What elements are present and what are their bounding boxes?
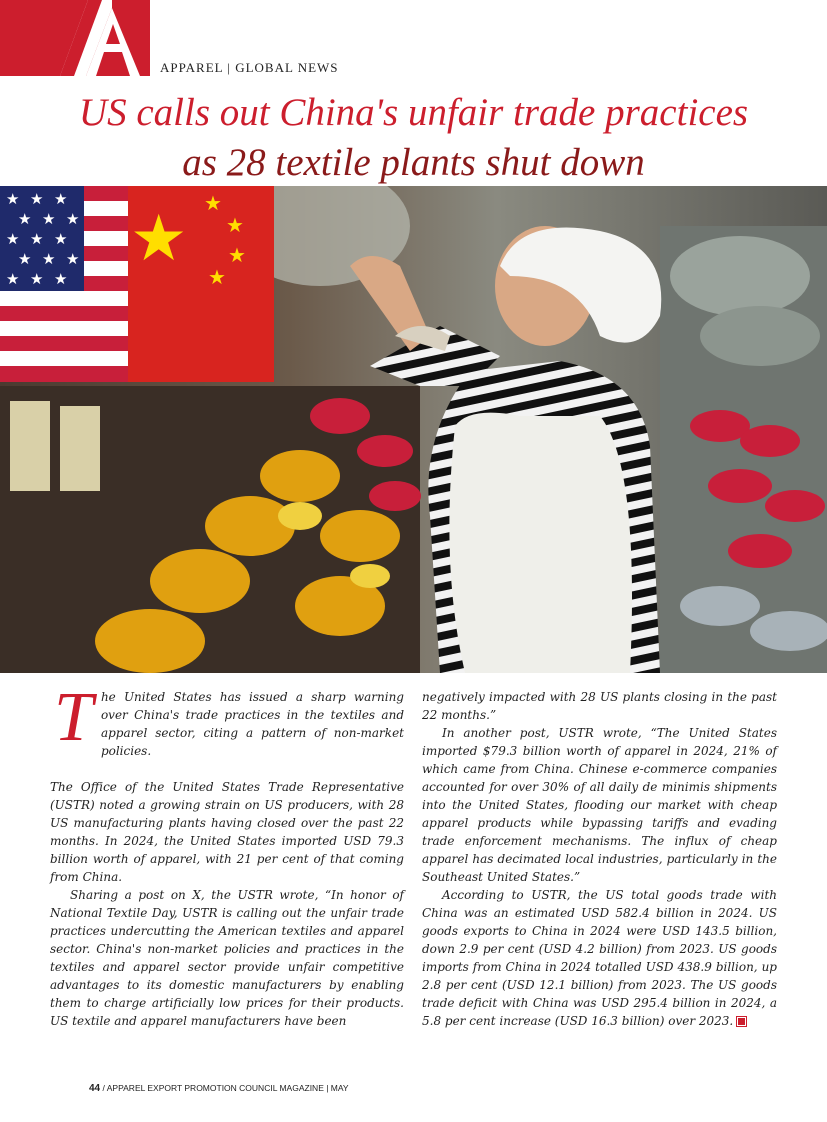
svg-text:★: ★ xyxy=(6,230,20,248)
svg-text:★: ★ xyxy=(54,270,68,288)
article-column-right xyxy=(422,688,777,1030)
closing-text: According to USTR, the US total goods trade with China was an estimated USD 582.4 billion in 2024. US goods exports to China in 2024 were USD 143.5 billion, down 2.9 per cent (USD 4.2 billion) from 2023. US goods imports from China in 2024 totalled USD 438.9 billion, up 2.8 per cent (USD 12.1 billion) from 2023. The US goods trade deficit with China was USD 295.4 billion in 2024, a 5.8 per cent increase (USD 16.3 billion) over 2023. xyxy=(422,888,777,1028)
svg-text:★: ★ xyxy=(54,190,68,208)
us-flag-icon xyxy=(0,186,128,382)
svg-text:★: ★ xyxy=(18,210,32,228)
svg-text:★: ★ xyxy=(66,250,80,268)
svg-text:★: ★ xyxy=(30,270,44,288)
svg-text:★: ★ xyxy=(6,190,20,208)
publication-name: / APPAREL EXPORT PROMOTION COUNCIL MAGAZINE | MAY xyxy=(102,1083,349,1093)
svg-text:★: ★ xyxy=(18,250,32,268)
svg-text:★: ★ xyxy=(42,250,56,268)
svg-text:★: ★ xyxy=(42,210,56,228)
svg-text:★: ★ xyxy=(66,210,80,228)
magazine-logo xyxy=(0,0,150,76)
drop-cap: T xyxy=(54,679,93,756)
svg-text:★: ★ xyxy=(130,202,188,276)
china-flag-icon xyxy=(128,186,274,382)
hero-photo-textile-worker xyxy=(0,186,827,673)
article-column-left xyxy=(50,679,404,1030)
section-label: APPAREL | GLOBAL NEWS xyxy=(160,60,339,75)
svg-text:★: ★ xyxy=(6,270,20,288)
svg-text:★: ★ xyxy=(204,191,222,215)
headline-line-2: as 28 textile plants shut down xyxy=(182,141,645,184)
article-paragraph: Sharing a post on X, the USTR wrote, “In honor of National Textile Day, USTR is calling out the unfair trade practices undercutting the American textiles and apparel sector. China's non-market policies and practices in the textiles and apparel sector provide unfair competitive advantages to its domestic manufacturers by enabling them to charge artificially low prices for their products. US textile and apparel manufacturers have been xyxy=(50,888,404,1028)
article-paragraph: In another post, USTR wrote, “The United States imported $79.3 billion worth of apparel in 2024, 21% of which came from China. Chinese e-commerce companies accounted for over 30% of all daily de minimis shipments into the United States, flooding our market with cheap apparel products while bypassing tariffs and evading trade enforcement mechanisms. The influx of cheap apparel has decimated local industries, particularly in the Southeast United States.” xyxy=(422,726,777,884)
article-continuation: negatively impacted with 28 US plants closing in the past 22 months.” xyxy=(422,690,777,722)
end-of-article-icon xyxy=(737,1017,746,1026)
svg-text:★: ★ xyxy=(54,230,68,248)
svg-text:★: ★ xyxy=(30,190,44,208)
page-number: 44 xyxy=(89,1083,101,1094)
svg-text:★: ★ xyxy=(228,243,246,267)
headline-line-1: US calls out China's unfair trade practices xyxy=(78,91,749,134)
svg-text:★: ★ xyxy=(208,265,226,289)
article-intro xyxy=(50,679,404,760)
article-paragraph xyxy=(422,886,777,1030)
article-paragraph: The Office of the United States Trade Representative (USTR) noted a growing strain on US producers, with 28 US manufacturing plants having closed over the past 22 months. In 2024, the United States imported USD 79.3 billion worth of apparel, with 21 per cent of that coming from China. xyxy=(50,780,404,884)
page-footer xyxy=(89,1083,349,1094)
intro-text: he United States has issued a sharp warning over China's trade practices in the textiles and apparel sector, citing a pattern of non-market policies. xyxy=(100,690,404,758)
svg-text:★: ★ xyxy=(226,213,244,237)
svg-text:★: ★ xyxy=(30,230,44,248)
